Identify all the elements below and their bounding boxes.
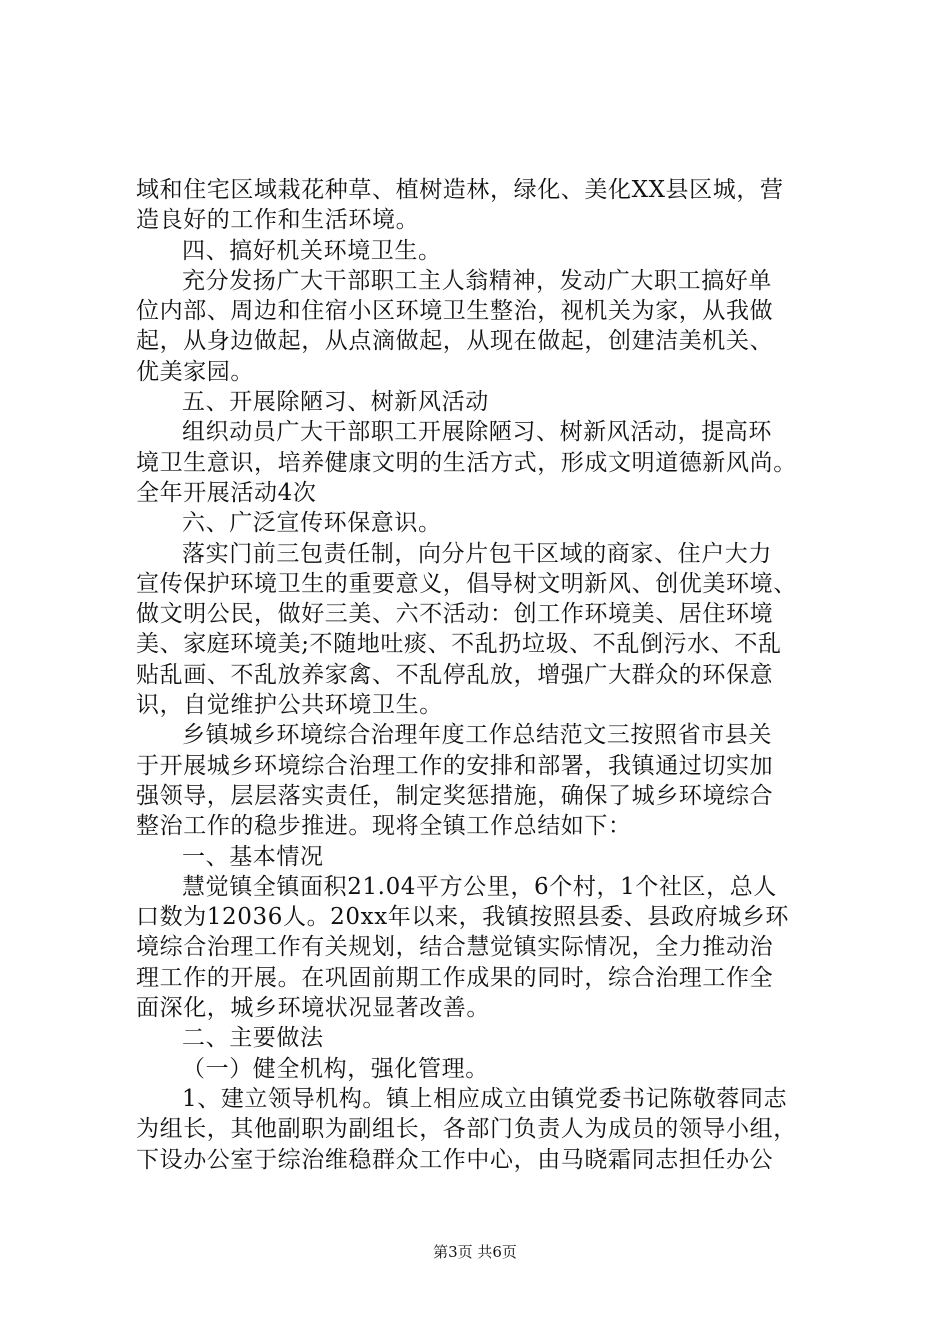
text-line: 组织动员广大干部职工开展除陋习、树新风活动，提高环	[182, 419, 772, 446]
text-line: 一、基本情况	[182, 843, 324, 870]
text-line: 整治工作的稳步推进。现将全镇工作总结如下：	[136, 813, 632, 840]
text-line: 识，自觉维护公共环境卫生。	[136, 692, 443, 719]
text-line: 强领导，层层落实责任，制定奖惩措施，确保了城乡环境综合	[136, 782, 774, 809]
text-line: 五、开展除陋习、树新风活动	[182, 389, 489, 416]
text-line: 全年开展活动4次	[136, 479, 317, 506]
text-line: 二、主要做法	[182, 1025, 324, 1052]
text-line: 贴乱画、不乱放养家禽、不乱停乱放，增强广大群众的环保意	[136, 661, 774, 688]
text-line: 1、建立领导机构。镇上相应成立由镇党委书记陈敬蓉同志	[182, 1085, 788, 1112]
text-line: 六、广泛宣传环保意识。	[182, 510, 442, 537]
text-line: 域和住宅区域栽花种草、植树造林，绿化、美化XX县区城，营	[136, 177, 784, 203]
text-line: 为组长，其他副职为副组长，各部门负责人为成员的领导小组，	[136, 1116, 797, 1143]
text-line: 位内部、周边和住宿小区环境卫生整治，视机关为家，从我做	[136, 298, 774, 325]
text-line: 四、搞好机关环境卫生。	[182, 237, 442, 264]
text-line: 境卫生意识，培养健康文明的生活方式，形成文明道德新风尚。	[136, 449, 797, 476]
text-line: 造良好的工作和生活环境。	[136, 207, 420, 234]
text-line: 下设办公室于综治维稳群众工作中心，由马晓霜同志担任办公	[136, 1146, 774, 1173]
text-line: （一）健全机构，强化管理。	[182, 1055, 489, 1082]
text-line: 优美家园。	[136, 358, 254, 385]
text-line: 口数为12036人。20xx年以来，我镇按照县委、县政府城乡环	[136, 904, 789, 931]
text-line: 落实门前三包责任制，向分片包干区域的商家、住户大力	[182, 540, 772, 567]
text-line: 于开展城乡环境综合治理工作的安排和部署，我镇通过切实加	[136, 752, 774, 779]
text-line: 面深化，城乡环境状况显著改善。	[136, 995, 490, 1022]
text-line: 乡镇城乡环境综合治理年度工作总结范文三按照省市县关	[182, 722, 772, 749]
document-body	[136, 175, 836, 1175]
text-line: 理工作的开展。在巩固前期工作成果的同时，综合治理工作全	[136, 964, 774, 991]
text-line: 美、家庭环境美;不随地吐痰、不乱扔垃圾、不乱倒污水、不乱	[136, 631, 782, 658]
text-line: 起，从身边做起，从点滴做起，从现在做起，创建洁美机关、	[136, 328, 774, 355]
page-footer: 第3页 共6页	[433, 1243, 517, 1261]
text-line: 充分发扬广大干部职工主人翁精神，发动广大职工搞好单	[182, 267, 772, 294]
text-line: 做文明公民，做好三美、六不活动：创工作环境美、居住环境	[136, 601, 774, 628]
text-line: 宣传保护环境卫生的重要意义，倡导树文明新风、创优美环境、	[136, 570, 797, 597]
text-line: 慧觉镇全镇面积21.04平方公里，6个村，1个社区，总人	[182, 873, 777, 900]
text-line: 境综合治理工作有关规划，结合慧觉镇实际情况，全力推动治	[136, 934, 774, 961]
